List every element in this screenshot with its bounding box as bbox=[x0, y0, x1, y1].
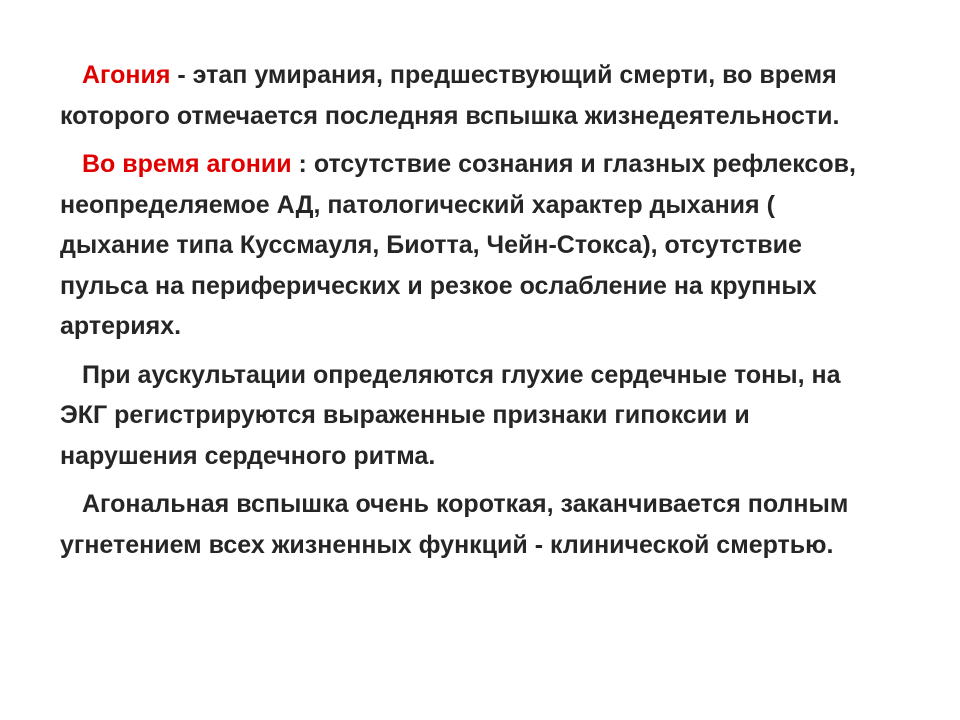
paragraph-agonal-flash bbox=[60, 484, 860, 565]
term-agony: Агония bbox=[82, 61, 171, 89]
paragraph-auscultation bbox=[60, 355, 860, 477]
paragraph-agony-definition bbox=[60, 55, 860, 136]
slide-body bbox=[60, 55, 860, 573]
paragraph-text: : отсутствие сознания и глазных рефлексов, неопределяемое АД, патологический характер дыхания ( дыхание типа Куссмауля, Биотта, Чейн-Стокса), отсутствие пульса на периферических и резкое ослабление на крупных артериях. bbox=[60, 150, 856, 340]
paragraph-text: Агональная вспышка очень короткая, заканчивается полным угнетением всех жизненных функций - клинической смертью. bbox=[60, 490, 849, 559]
paragraph-text: При аускультации определяются глухие сердечные тоны, на ЭКГ регистрируются выраженные признаки гипоксии и нарушения сердечного ритма. bbox=[60, 360, 841, 470]
term-during-agony: Во время агонии bbox=[82, 150, 292, 178]
paragraph-agony-signs bbox=[60, 144, 860, 347]
paragraph-text: - этап умирания, предшествующий смерти, во время которого отмечается последняя вспышка жизнедеятельности. bbox=[60, 61, 840, 130]
